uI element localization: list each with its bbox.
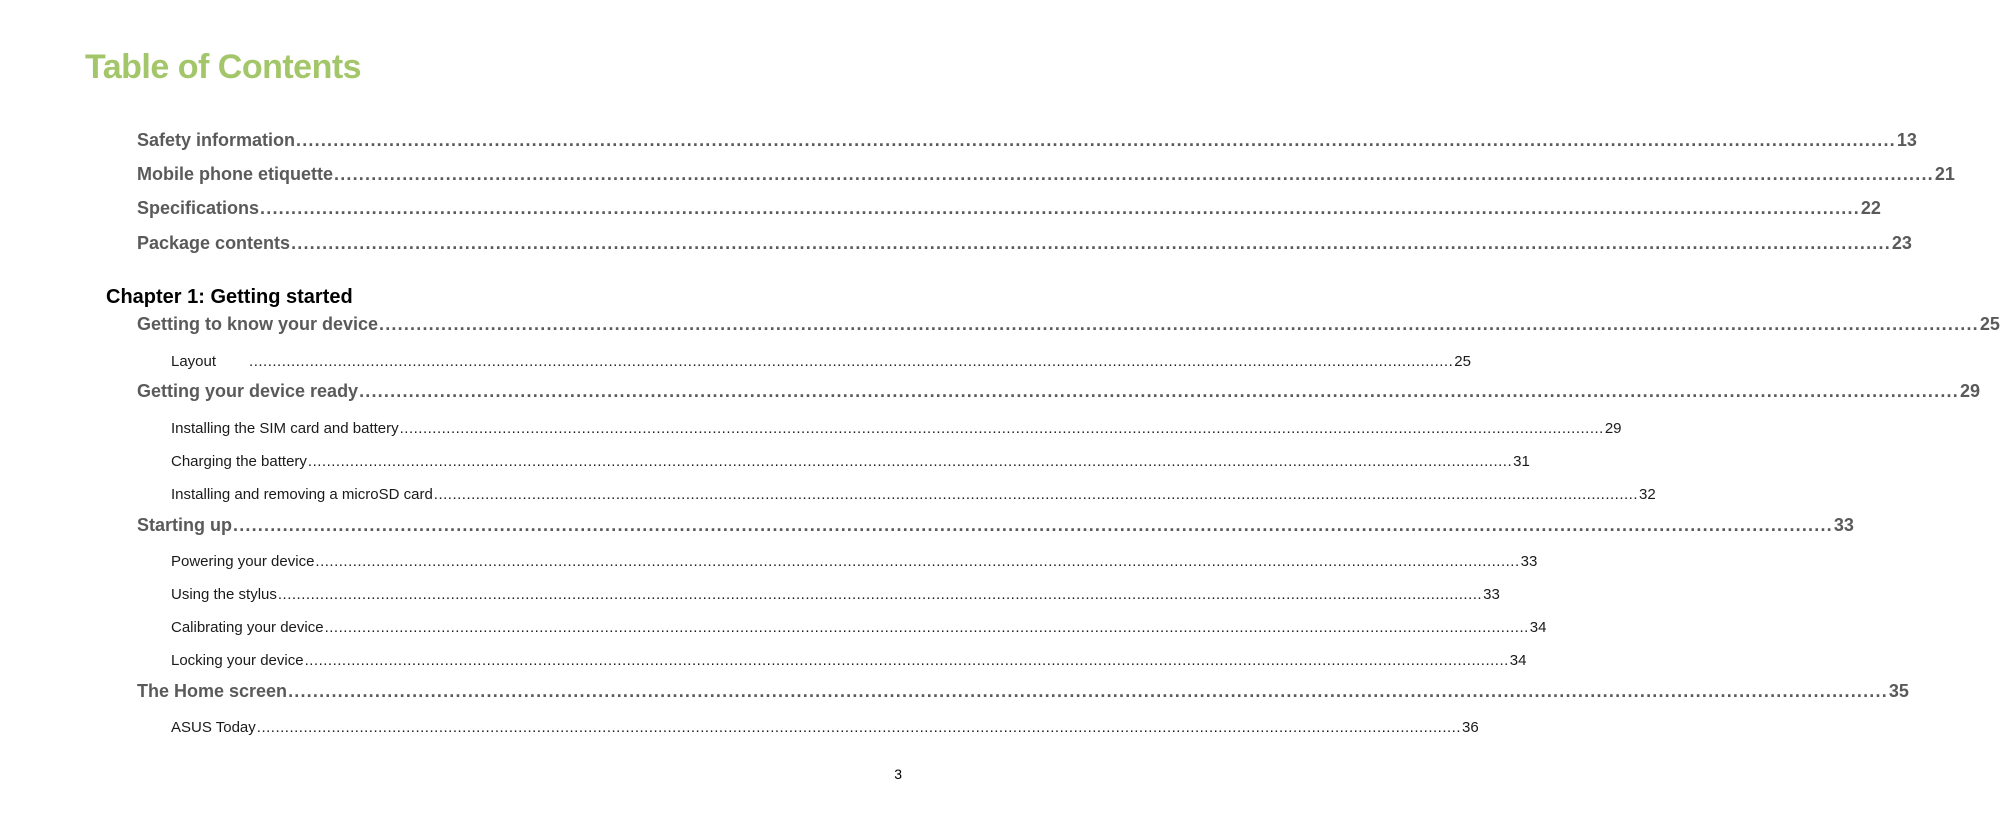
toc-leader: .................................................................................................................................................................................................................................................................. [277,586,1483,603]
toc-leader: .................................................................................................................................................................................................................................................................. [379,314,1979,334]
toc-subentry-powering-your-device[interactable] [171,552,1538,572]
toc-subentry-layout[interactable] [171,352,1471,372]
toc-entry-label: The Home screen [137,681,288,701]
toc-entry-page: 22 [1860,198,1881,218]
toc-entry-page: 33 [1520,553,1538,570]
toc-entry-label: Package contents [137,233,291,253]
toc-entry-page: 25 [1454,353,1471,370]
toc-subentry-using-the-stylus[interactable] [171,585,1500,605]
toc-subentry-locking-your-device[interactable] [171,651,1527,671]
toc-entry-label: Installing and removing a microSD card [171,486,433,503]
toc-entry-label: Getting to know your device [137,314,379,334]
toc-entry-label: Calibrating your device [171,619,324,636]
toc-entry-page: 32 [1639,486,1656,503]
toc-subentry-installing-removing-microsd[interactable] [171,485,1656,505]
toc-entry-safety-information[interactable] [137,128,1917,152]
toc-leader: .................................................................................................................................................................................................................................................................. [359,381,1959,401]
toc-entry-page: 33 [1483,586,1500,603]
toc-entry-page: 34 [1509,652,1527,669]
toc-entry-specifications[interactable] [137,196,1881,220]
toc-entry-getting-your-device-ready[interactable] [137,379,1980,403]
toc-leader: .................................................................................................................................................................................................................................................................. [324,619,1529,636]
toc-leader: .................................................................................................................................................................................................................................................................. [288,681,1888,701]
toc-leader: .................................................................................................................................................................................................................................................................. [315,553,1520,570]
toc-leader: .................................................................................................................................................................................................................................................................. [334,164,1934,184]
toc-leader: .................................................................................................................................................................................................................................................................. [249,353,1454,370]
toc-leader: .................................................................................................................................................................................................................................................................. [307,453,1513,470]
toc-subentry-charging-the-battery[interactable] [171,452,1530,472]
toc-entry-page: 29 [1604,420,1622,437]
toc-entry-package-contents[interactable] [137,231,1912,255]
toc-leader: .................................................................................................................................................................................................................................................................. [433,486,1639,503]
toc-entry-page: 31 [1513,453,1530,470]
toc-entry-label: Installing the SIM card and battery [171,420,399,437]
toc-leader: .................................................................................................................................................................................................................................................................. [291,233,1891,253]
toc-entry-page: 21 [1934,164,1955,184]
toc-leader: .................................................................................................................................................................................................................................................................. [296,130,1896,150]
toc-entry-page: 25 [1979,314,2000,334]
toc-entry-page: 34 [1529,619,1547,636]
toc-entry-mobile-phone-etiquette[interactable] [137,162,1955,186]
toc-entry-label: Layout [171,353,217,370]
toc-entry-label: Charging the battery [171,453,307,470]
toc-leader: .................................................................................................................................................................................................................................................................. [256,719,1461,736]
toc-entry-label: Locking your device [171,652,304,669]
toc-entry-label: ASUS Today [171,719,256,736]
toc-entry-page: 13 [1896,130,1917,150]
toc-entry-page: 23 [1891,233,1912,253]
toc-leader: .................................................................................................................................................................................................................................................................. [260,198,1860,218]
toc-subentry-asus-today[interactable] [171,718,1479,738]
toc-subentry-installing-sim-card-battery[interactable] [171,419,1622,439]
toc-entry-the-home-screen[interactable] [137,679,1909,703]
toc-subentry-calibrating-your-device[interactable] [171,618,1547,638]
page-number: 3 [894,766,902,782]
toc-entry-label: Starting up [137,515,232,535]
toc-entry-label: Getting your device ready [137,381,359,401]
toc-leader: .................................................................................................................................................................................................................................................................. [233,515,1833,535]
toc-entry-page: 35 [1888,681,1909,701]
toc-entry-page: 33 [1833,515,1854,535]
toc-entry-page: 36 [1462,719,1479,736]
toc-entry-starting-up[interactable] [137,513,1854,537]
toc-entry-getting-to-know-your-device[interactable] [137,312,2000,336]
toc-entry-label: Using the stylus [171,586,277,603]
toc-entry-label: Safety information [137,130,296,150]
toc-leader: .................................................................................................................................................................................................................................................................. [304,652,1509,669]
toc-entry-page: 29 [1959,381,1980,401]
toc-entry-label: Mobile phone etiquette [137,164,333,184]
toc-entry-label: Powering your device [171,553,315,570]
chapter-heading[interactable]: Chapter 1: Getting started [106,286,353,308]
toc-leader: .................................................................................................................................................................................................................................................................. [399,420,1604,437]
toc-entry-label: Specifications [137,198,260,218]
page-title: Table of Contents [85,48,362,86]
